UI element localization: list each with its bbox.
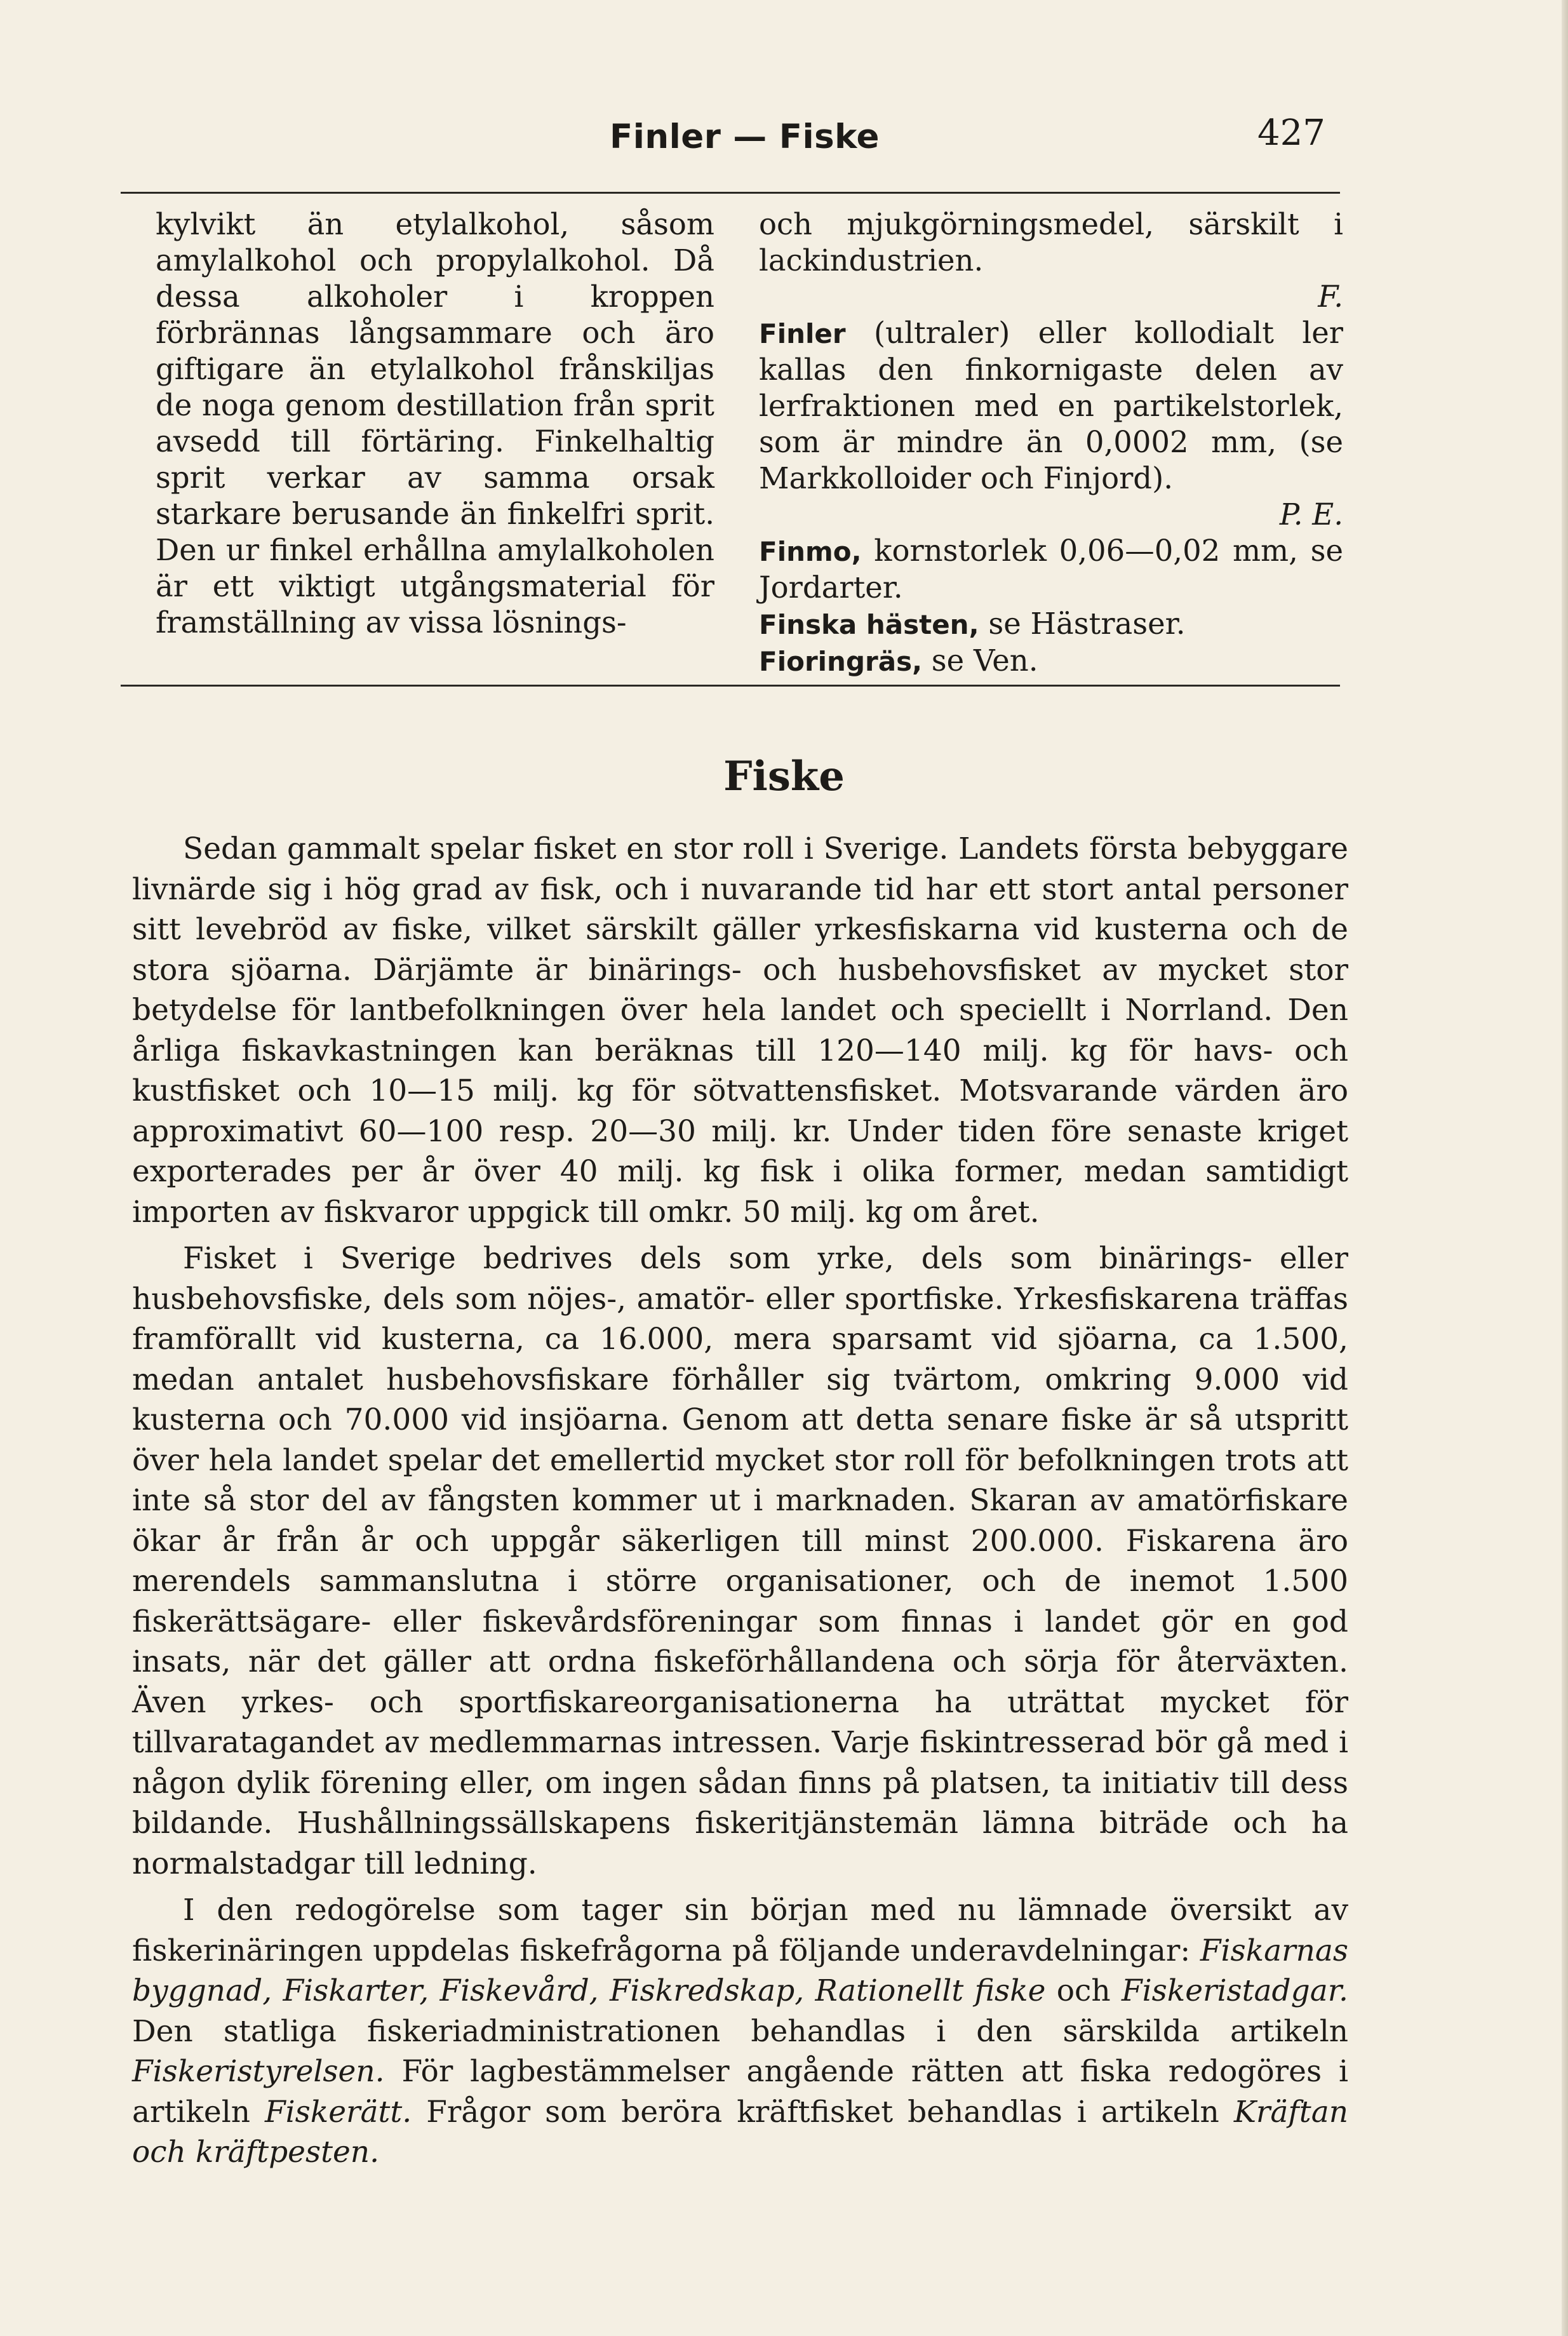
p3-text: och bbox=[1045, 1973, 1122, 2008]
article-title: Fiske bbox=[723, 753, 845, 800]
entry-signature: P. E. bbox=[1279, 497, 1343, 532]
left-column-text: kylvikt än etylalkohol, såsom amylalkohol och propylalkohol. Då dessa alkoholer i kroppen förbrännas långsammare och äro giftigare än etylalkohol frånskiljas de noga genom destillation från sprit avsedd till förtäring. Finkelhaltig sprit verkar av samma orsak starkare berusande än finkelfri sprit. Den ur finkel erhållna amylalkoholen är ett viktigt utgångsmaterial för framställning av vissa lösnings- bbox=[156, 207, 714, 640]
p3-text: Den statliga fiskeriadministrationen behandlas i den särskilda artikeln bbox=[132, 2013, 1348, 2049]
right-column bbox=[759, 206, 1343, 680]
paragraph-1: Sedan gammalt spelar fisket en stor roll i Sverige. Landets första bebyggare livnärde sig i hög grad av fisk, och i nuvarande tid har ett stort antal personer sitt levebröd av fiske, vilket särskilt gäller yrkesfiskarna vid kusterna och de stora sjöarna. Därjämte är binärings- och husbehovsfisket av mycket stor betydelse för lantbefolkningen över hela landet och speciellt i Norrland. Den årliga fiskavkastningen kan beräknas till 120—140 milj. kg för havs- och kustfisket och 10—15 milj. kg för sötvattensfisket. Motsvarande värden äro approximativt 60—100 resp. 20—30 milj. kr. Under tiden före senaste kriget exporterades per år över 40 milj. kg fisk i olika former, medan samtidigt importen av fiskvaror uppgick till omkr. 50 milj. kg om året. bbox=[132, 831, 1348, 1230]
entry-finmo bbox=[759, 533, 1343, 606]
entry-term: Finmo, bbox=[759, 536, 862, 567]
p3-text: Frågor som beröra kräftfisket behandlas i artikeln bbox=[412, 2094, 1234, 2130]
paragraph-2: Fisket i Sverige bedrives dels som yrke, dels som binärings- eller husbehovsfiske, dels som nöjes-, amatör- eller sportfiske. Yrkesfiskarena träffas framförallt vid kusterna, ca 16.000, mera sparsamt vid sjöarna, ca 1.500, medan antalet husbehovsfiskare förhåller sig tvärtom, omkring 9.000 vid kusterna och 70.000 vid insjöarna. Genom att detta senare fiske är så utspritt över hela landet spelar det emellertid mycket stor roll för befolkningen trots att inte så stor del av fångsten kommer ut i marknaden. Skaran av amatörfiskare ökar år från år och uppgår säkerligen till minst 200.000. Fiskarena äro merendels sammanslutna i större organisationer, och de inemot 1.500 fiskerättsägare- eller fiskevårdsföreningar som finnas i landet gör en god insats, när det gäller att ordna fiskeförhållandena och sörja för återväxten. Även yrkes- och sportfiskareorganisationerna ha uträttat mycket för tillvaratagandet av medlemmarnas intressen. Varje fiskintresserad bör gå med i någon dylik förening eller, om ingen sådan finns på platsen, ta initiativ till dess bildande. Hushållningssällskapens fiskeritjänstemän lämna biträde och ha normalstadgar till ledning. bbox=[132, 1241, 1348, 1881]
entry-finska-hasten bbox=[759, 606, 1343, 643]
bottom-rule bbox=[121, 685, 1340, 687]
p3-italic: Fiskeristadgar. bbox=[1121, 1973, 1348, 2008]
paragraph-3 bbox=[132, 1890, 1348, 2173]
p3-italic: Fiskarnas byggnad, Fiskarter, Fiskevård, Fiskredskap, Rationellt fiske bbox=[132, 1933, 1348, 2008]
running-head: Finler — Fiske bbox=[610, 117, 880, 156]
top-rule bbox=[121, 192, 1340, 194]
page-number: 427 bbox=[1257, 112, 1325, 154]
entry-text: kornstorlek 0,06—0,02 mm, se Jordarter. bbox=[759, 534, 1343, 605]
p3-italic: Fiskerätt. bbox=[264, 2094, 412, 2130]
p3-italic: Fiskeristyrelsen. bbox=[132, 2054, 385, 2089]
page-edge bbox=[1562, 0, 1568, 2336]
entry-term: Fioringräs, bbox=[759, 646, 923, 677]
entry-text: se Ven. bbox=[922, 643, 1038, 678]
entry-text: se Hästraser. bbox=[979, 607, 1186, 641]
entry-term: Finska hästen, bbox=[759, 609, 979, 640]
page-header bbox=[0, 112, 1568, 168]
article-body bbox=[132, 829, 1348, 2179]
entry-term: Finler bbox=[759, 318, 846, 349]
left-column bbox=[156, 206, 714, 641]
p3-text: I den redogörelse som tager sin början med nu lämnade översikt av fiskerinäringen uppdelas fiskefrågorna på följande underavdelningar: bbox=[132, 1893, 1348, 1968]
entry-fioringras bbox=[759, 643, 1343, 680]
entry-text: (ultraler) eller kollodialt ler kallas den finkornigaste delen av lerfraktionen med en partikelstorlek, som är mindre än 0,0002 mm, (se Markkolloider och Finjord). bbox=[759, 316, 1343, 495]
continuation-signature: F. bbox=[1318, 279, 1343, 314]
p3-italic: Kräftan och kräftpesten. bbox=[132, 2094, 1348, 2170]
entry-finler bbox=[759, 315, 1343, 497]
p3-text: För lagbestämmelser angående rätten att fiska redogöres i artikeln bbox=[132, 2054, 1348, 2130]
continuation-text: och mjukgörningsmedel, särskilt i lackindustrien. bbox=[759, 207, 1343, 278]
